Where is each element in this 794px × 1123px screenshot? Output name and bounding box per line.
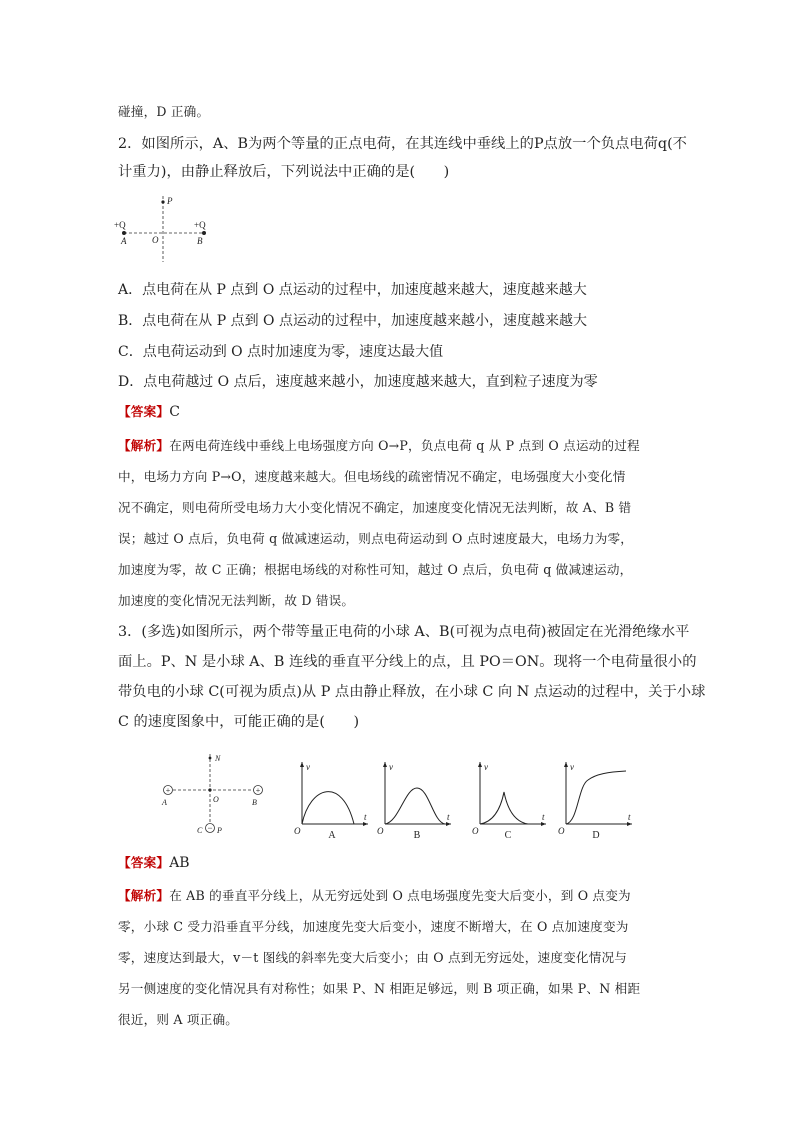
vt-c-caption: C [504,830,512,840]
q3-analysis-line5: 很近，则 A 项正确。 [118,1012,239,1027]
q2-analysis-tag: 【解析】 [118,438,170,453]
q3-label-o: O [213,795,219,804]
vt-graph-d [556,758,636,840]
continued-text: 碰撞，D 正确。 [118,104,210,119]
vt-graph-b [375,758,455,840]
q2-label-p: P [167,196,173,206]
q2-label-a: A [121,236,127,246]
vt-b-caption: B [413,830,421,840]
q3-ball-c-sign: − [207,823,213,833]
q3-label-p: P [217,826,222,835]
q2-analysis-line4: 误；越过 O 点后，负电荷 q 做减速运动，则点电荷运动到 O 点时速度最大，电场力为零， [118,531,634,546]
q2-analysis-line6: 加速度的变化情况无法判断，故 D 错误。 [118,593,355,608]
vt-a-ylabel: v [306,762,310,772]
q3-analysis-text1: 在 AB 的垂直平分线上，从无穷远处到 O 点电场强度先变大后变小，到 O 点变为 [169,888,631,903]
q3-analysis-line1 [118,886,631,906]
q2-stem-line2: 计重力)，由静止释放后，下列说法中正确的是( ) [118,164,450,180]
q3-label-b: B [252,798,257,807]
q3-stem-line2: 面上。P、N 是小球 A、B 连线的垂直平分线上的点，且 PO＝ON。现将一个电荷量很小的 [118,654,697,670]
q3-stem-line1: 3．(多选)如图所示，两个带等量正电荷的小球 A、B(可视为点电荷)被固定在光滑绝缘水平 [118,624,690,640]
q3-ball-b-sign: + [255,786,261,795]
q2-answer-value: C [169,404,180,420]
vt-b-xlabel: t [447,812,450,822]
q3-analysis-line4: 另一侧速度的变化情况具有对称性；如果 P、N 相距足够远，则 B 项正确，如果 P、N 相距 [118,981,641,996]
vt-d-ylabel: v [570,762,574,772]
q2-analysis-line1 [118,436,640,456]
q2-label-b: B [197,236,203,246]
vt-d-origin: O [558,826,565,836]
vt-c-xlabel: t [542,812,545,822]
q2-label-left-charge: +Q [114,220,126,230]
q2-analysis-text1: 在两电荷连线中垂线上电场强度方向 O→P，负点电荷 q 从 P 点到 O 点运动的过程 [169,438,640,453]
vt-curve-c [480,792,528,824]
q3-ball-a-sign: + [165,786,171,795]
q2-label-o: O [152,235,159,245]
vt-b-ylabel: v [389,762,393,772]
vt-curve-b [385,788,445,824]
q3-analysis-line2: 零，小球 C 受力沿垂直平分线，加速度先变大后变小，速度不断增大，在 O 点加速度变为 [118,919,629,934]
q2-analysis-line5: 加速度为零，故 C 正确；根据电场线的对称性可知，越过 O 点后，负电荷 q 做减速运动， [118,562,633,577]
vt-a-xlabel: t [364,812,367,822]
q3-point-o [208,788,211,791]
q3-answer-tag: 【答案】 [118,855,170,870]
q2-answer [118,402,180,422]
vt-a-origin: O [294,826,301,836]
q2-label-right-charge: +Q [194,220,206,230]
q2-analysis-line3: 况不确定，则电荷所受电场力大小变化情况不确定，加速度变化情况无法判断，故 A、B 错 [118,500,632,515]
q3-label-n: N [215,754,221,763]
q2-charge-a [122,231,126,235]
q3-figure [155,748,267,840]
q2-answer-tag: 【答案】 [118,404,170,419]
vt-b-origin: O [377,826,384,836]
vt-d-xlabel: t [628,812,631,822]
vt-graph-a [292,758,372,840]
vt-d-caption: D [592,830,600,840]
q3-answer [118,853,190,873]
q2-stem-line1: 2．如图所示，A、B为两个等量的正点电荷，在其连线中垂线上的P点放一个负点电荷q(不 [118,136,687,152]
q2-charge-b [202,231,206,235]
vt-c-origin: O [472,826,479,836]
q2-analysis-line2: 中，电场力方向 P→O，速度越来越大。但电场线的疏密情况不确定，电场强度大小变化情 [118,469,626,484]
q3-answer-value: AB [169,855,190,871]
q2-option-b: B．点电荷在从 P 点到 O 点运动的过程中，加速度越来越小，速度越来越大 [118,313,587,329]
q3-analysis-line3: 零，速度达到最大，v－t 图线的斜率先变大后变小；由 O 点到无穷远处，速度变化情况与 [118,950,628,965]
vt-a-caption: A [328,830,336,840]
vt-c-ylabel: v [484,762,488,772]
q3-label-a: A [162,798,167,807]
q3-point-n [209,757,212,760]
q3-label-c: C [197,826,203,835]
q3-stem-line3: 带负电的小球 C(可视为质点)从 P 点由静止释放，在小球 C 向 N 点运动的过程中，关于小球 [118,684,706,700]
q2-option-d: D．点电荷越过 O 点后，速度越来越小，加速度越来越大，直到粒子速度为零 [118,374,598,390]
q3-analysis-tag: 【解析】 [118,888,170,903]
q2-figure [112,192,212,264]
q2-point-p [161,200,164,203]
q2-option-a: A．点电荷在从 P 点到 O 点运动的过程中，加速度越来越大，速度越来越大 [118,282,587,298]
q2-option-c: C．点电荷运动到 O 点时加速度为零，速度达最大值 [118,344,444,360]
vt-curve-d [566,771,626,824]
vt-graph-c [470,758,550,840]
q3-stem-line4: C 的速度图象中，可能正确的是( ) [118,714,360,730]
vt-curve-a [302,792,354,824]
